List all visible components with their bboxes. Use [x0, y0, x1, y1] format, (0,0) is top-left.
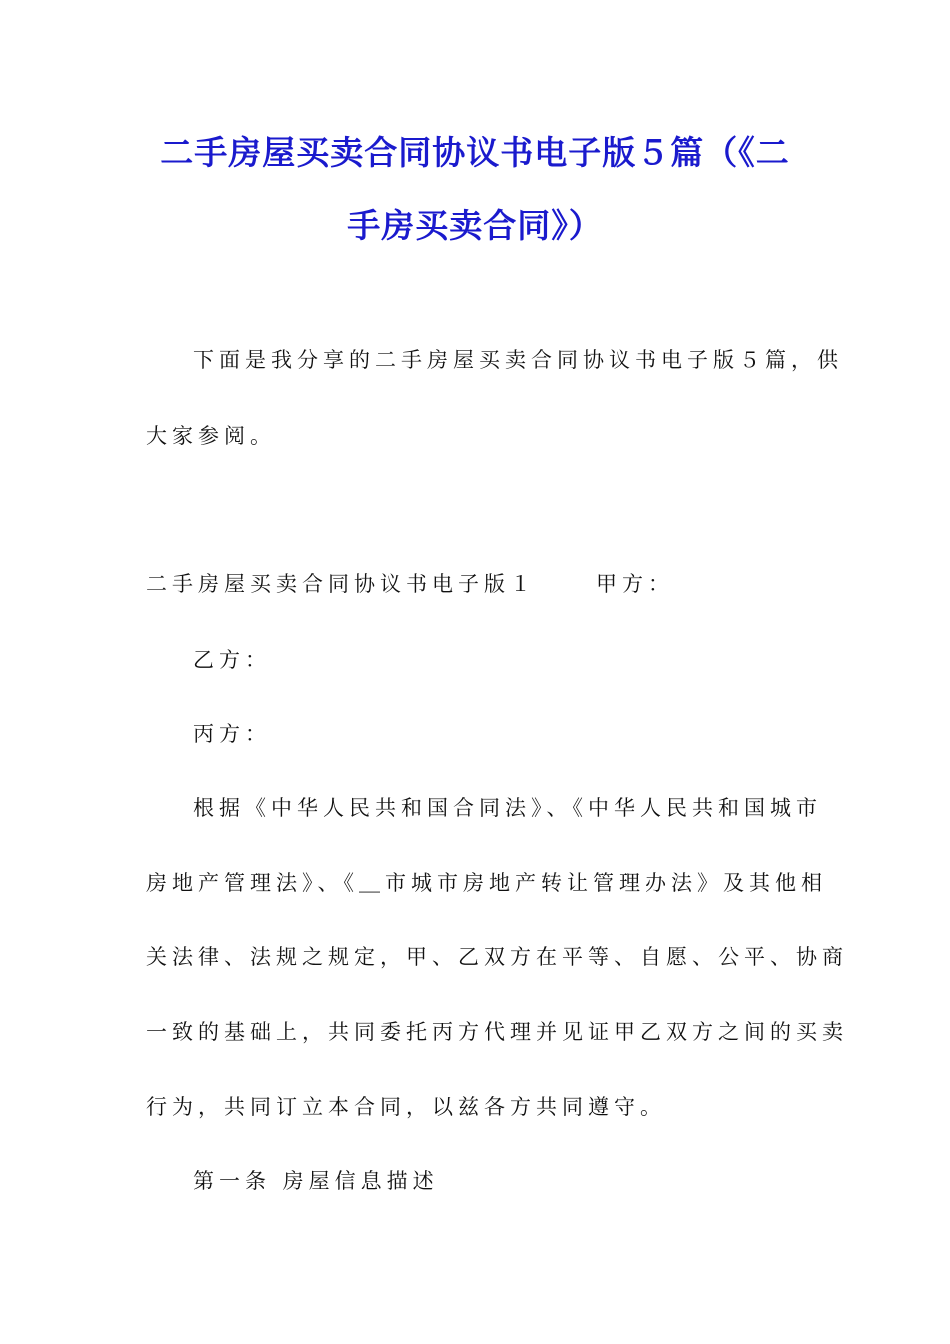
basis-line-2: 房地产管理法》、《＿市城市房地产转让管理办法》及其他相	[146, 871, 827, 895]
basis-line-3: 关法律、法规之规定，甲、乙双方在平等、自愿、公平、协商	[146, 945, 848, 969]
basis-line-1: 根据《中华人民共和国合同法》、《中华人民共和国城市	[193, 796, 822, 820]
party-c-label: 丙方：	[193, 722, 271, 746]
party-b-label: 乙方：	[193, 648, 271, 672]
basis-line-4: 一致的基础上，共同委托丙方代理并见证甲乙双方之间的买卖	[146, 1020, 848, 1044]
party-a-label: 甲方：	[596, 572, 674, 596]
section-heading-row	[146, 569, 674, 599]
section-heading: 二手房屋买卖合同协议书电子版１	[146, 572, 536, 596]
intro-line-1: 下面是我分享的二手房屋买卖合同协议书电子版５篇，供	[193, 348, 843, 372]
document-title-line-2: 手房买卖合同》）	[347, 206, 603, 245]
basis-line-5: 行为，共同订立本合同，以兹各方共同遵守。	[146, 1095, 666, 1119]
article-1-heading: 第一条 房屋信息描述	[193, 1169, 439, 1193]
intro-line-2: 大家参阅。	[146, 424, 276, 448]
document-title-line-1: 二手房屋买卖合同协议书电子版５篇（《二	[160, 133, 790, 172]
